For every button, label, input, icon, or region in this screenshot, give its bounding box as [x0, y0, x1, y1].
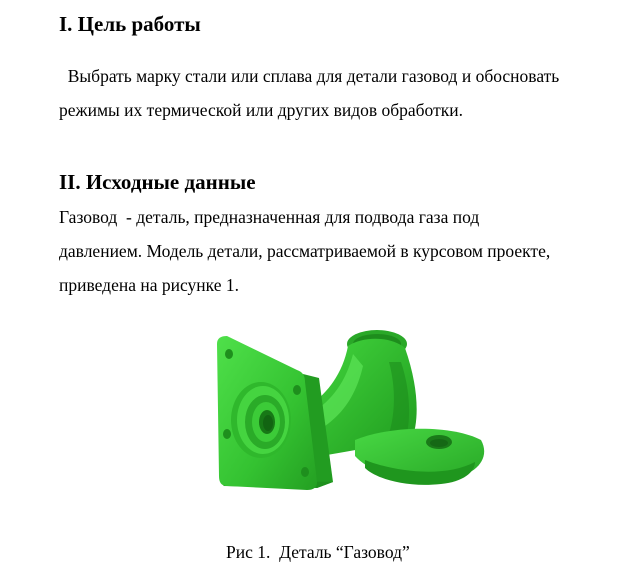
flange-boss	[231, 382, 291, 458]
section-1-line-1: Выбрать марку стали или сплава для детали газовод и обосновать	[59, 66, 560, 86]
figure-caption: Рис 1. Деталь “Газовод”	[226, 542, 410, 562]
mounting-lug	[355, 429, 484, 485]
section-1-line-2: режимы их термической или других видов обработки.	[59, 100, 463, 120]
section-2-line-3: приведена на рисунке 1.	[59, 275, 239, 295]
section-1-title: I. Цель работы	[59, 12, 201, 36]
section-2-title: II. Исходные данные	[59, 170, 256, 194]
gas-duct-part-image	[205, 322, 495, 500]
section-1-paragraph	[59, 59, 559, 127]
section-2-line-1: Газовод - деталь, предназначенная для подвода газа под	[59, 207, 480, 227]
section-2-line-2: давлением. Модель детали, рассматриваемой в курсовом проекте,	[59, 241, 551, 261]
section-2-paragraph	[59, 200, 550, 302]
